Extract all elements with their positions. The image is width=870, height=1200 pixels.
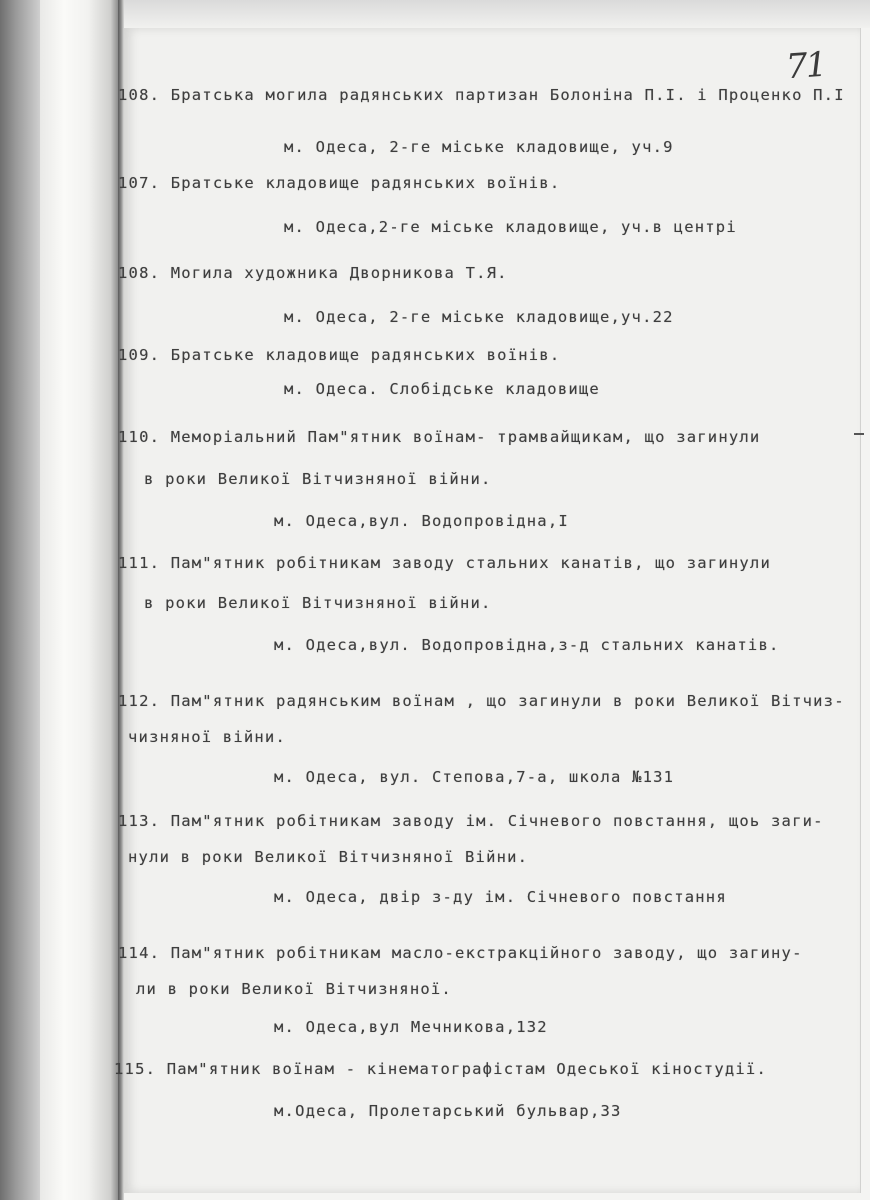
- book-binding: [40, 0, 120, 1200]
- entry-110-line-2: в роки Великої Вітчизняної війни.: [144, 470, 492, 488]
- entry-number: 110: [118, 428, 150, 446]
- entry-111-line-1: 111. Пам"ятник робітникам заводу стальних канатів, що загинули: [118, 554, 771, 572]
- margin-mark: [854, 433, 864, 435]
- entry-108-location: м. Одеса, 2-ге міське кладовище,уч.22: [284, 308, 674, 326]
- entry-number: 108: [118, 86, 150, 104]
- entry-text: Братська могила радянських партизан Болоніна П.І. і Проценко П.І: [170, 86, 845, 104]
- entry-number: 113: [118, 812, 150, 830]
- entry-113-line-1: 113. Пам"ятник робітникам заводу ім. Січневого повстання, щоь заги-: [118, 812, 824, 830]
- entry-text: Пам"ятник робітникам масло-екстракційного заводу, що загину-: [170, 944, 803, 962]
- entry-number: 115: [114, 1060, 146, 1078]
- entry-number: 112: [118, 692, 150, 710]
- entry-108-line-1: 108. Могила художника Дворникова Т.Я.: [118, 264, 508, 282]
- entry-112-line-2: чизняної війни.: [128, 728, 286, 746]
- entry-111-location: м. Одеса,вул. Водопровідна,з-д стальних канатів.: [274, 636, 780, 654]
- entry-110-line-1: 110. Меморіальний Пам"ятник воїнам- трамвайщикам, що загинули: [118, 428, 761, 446]
- scan-left-shadow: [0, 0, 40, 1200]
- entry-text: Пам"ятник робітникам заводу ім. Січневого повстання, щоь заги-: [170, 812, 824, 830]
- entry-115-location: м.Одеса, Пролетарський бульвар,33: [274, 1102, 622, 1120]
- folio-number: 71: [784, 44, 827, 88]
- entry-106-location: м. Одеса, 2-ге міське кладовище, уч.9: [284, 138, 674, 156]
- entry-text: Меморіальний Пам"ятник воїнам- трамвайщикам, що загинули: [170, 428, 761, 446]
- entry-114-line-2: ли в роки Великої Вітчизняної.: [136, 980, 452, 998]
- entry-114-line-1: 114. Пам"ятник робітникам масло-екстракційного заводу, що загину-: [118, 944, 803, 962]
- entry-111-line-2: в роки Великої Вітчизняної війни.: [144, 594, 492, 612]
- entry-number: 108: [118, 264, 150, 282]
- entry-112-line-1: 112. Пам"ятник радянським воїнам , що загинули в роки Великої Вітчиз-: [118, 692, 845, 710]
- entry-number: 114: [118, 944, 150, 962]
- entry-text: Могила художника Дворникова Т.Я.: [170, 264, 508, 282]
- entry-113-line-2: нули в роки Великої Вітчизняної Війни.: [128, 848, 529, 866]
- entry-text: Пам"ятник воїнам - кінематографістам Одеської кіностудії.: [166, 1060, 767, 1078]
- entry-107-line-1: 107. Братське кладовище радянських воїнів.: [118, 174, 561, 192]
- entry-106-line-1: 108. Братська могила радянських партизан Болоніна П.І. і Проценко П.І: [118, 86, 845, 104]
- entry-113-location: м. Одеса, двір з-ду ім. Січневого повстання: [274, 888, 727, 906]
- entry-109-line-1: 109. Братське кладовище радянських воїнів.: [118, 346, 561, 364]
- entry-text: Пам"ятник робітникам заводу стальних канатів, що загинули: [170, 554, 771, 572]
- entry-number: 111: [118, 554, 150, 572]
- entry-number: 109: [118, 346, 150, 364]
- entry-115-line-1: 115. Пам"ятник воїнам - кінематографістам Одеської кіностудії.: [114, 1060, 767, 1078]
- entry-107-location: м. Одеса,2-ге міське кладовище, уч.в центрі: [284, 218, 737, 236]
- entry-text: Пам"ятник радянським воїнам , що загинули в роки Великої Вітчиз-: [170, 692, 845, 710]
- entry-text: Братське кладовище радянських воїнів.: [170, 346, 561, 364]
- entry-109-location: м. Одеса. Слобідське кладовище: [284, 380, 600, 398]
- entry-110-location: м. Одеса,вул. Водопровідна,І: [274, 512, 569, 530]
- entry-112-location: м. Одеса, вул. Степова,7-а, школа №131: [274, 768, 675, 786]
- entry-number: 107: [118, 174, 150, 192]
- scan-top-shade: [40, 0, 870, 28]
- entry-114-location: м. Одеса,вул Мечникова,132: [274, 1018, 548, 1036]
- entry-text: Братське кладовище радянських воїнів.: [170, 174, 561, 192]
